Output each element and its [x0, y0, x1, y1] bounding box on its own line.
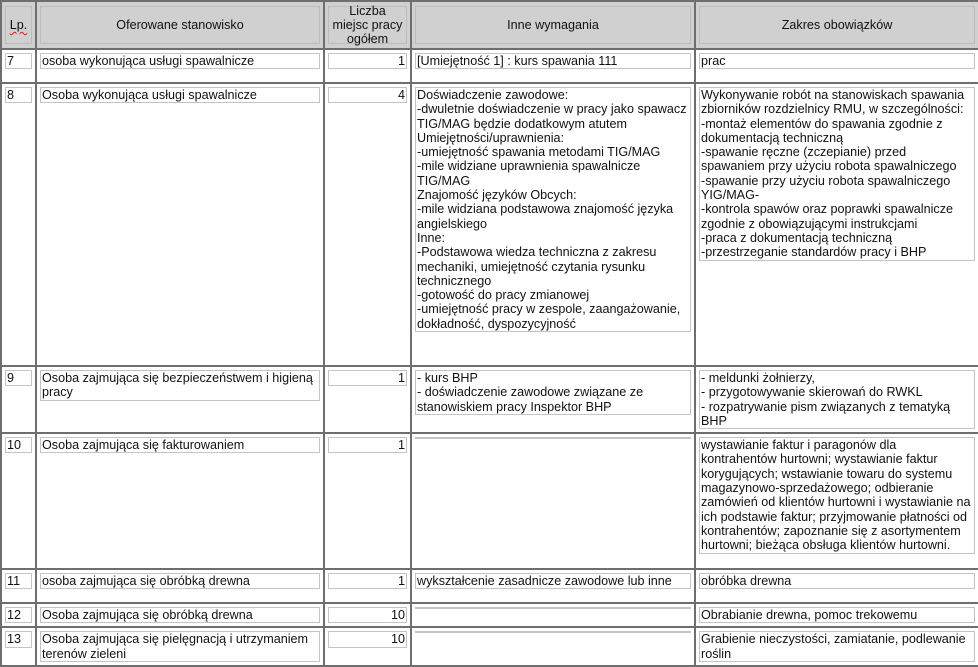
cell-requirements[interactable]: [410, 570, 694, 604]
duties-value: prac: [699, 53, 975, 69]
table-row: [0, 570, 978, 604]
lp-value: 7: [5, 53, 32, 69]
cell-position[interactable]: [35, 434, 323, 570]
header-requirements[interactable]: [410, 0, 694, 50]
lp-value: 10: [5, 437, 32, 453]
header-position[interactable]: [35, 0, 323, 50]
cell-lp[interactable]: [0, 50, 35, 84]
count-value: 10: [328, 631, 407, 647]
table-row: [0, 84, 978, 367]
header-lp[interactable]: [0, 0, 35, 50]
lp-value: 11: [5, 573, 32, 589]
header-requirements-label: Inne wymagania: [415, 6, 691, 44]
cell-requirements[interactable]: [410, 628, 694, 667]
header-count-label: Liczba miejsc pracy ogółem: [328, 6, 407, 44]
cell-count[interactable]: [323, 50, 410, 84]
cell-lp[interactable]: [0, 84, 35, 367]
position-value: Osoba zajmująca się obróbką drewna: [40, 607, 320, 623]
cell-requirements[interactable]: [410, 50, 694, 84]
cell-duties[interactable]: [694, 84, 978, 367]
cell-lp[interactable]: [0, 628, 35, 667]
header-duties-label: Zakres obowiązków: [699, 6, 975, 44]
cell-duties[interactable]: [694, 570, 978, 604]
cell-duties[interactable]: [694, 628, 978, 667]
cell-requirements[interactable]: [410, 434, 694, 570]
duties-value: - meldunki żołnierzy, - przygotowywanie skierowań do RWKL - rozpatrywanie pism związanych z tematyką BHP: [699, 370, 975, 429]
cell-count[interactable]: [323, 570, 410, 604]
count-value: 1: [328, 573, 407, 589]
lp-value: 12: [5, 607, 32, 623]
cell-duties[interactable]: [694, 367, 978, 434]
cell-position[interactable]: [35, 570, 323, 604]
header-count[interactable]: [323, 0, 410, 50]
count-value: 1: [328, 437, 407, 453]
cell-requirements[interactable]: [410, 367, 694, 434]
cell-count[interactable]: [323, 367, 410, 434]
cell-duties[interactable]: [694, 434, 978, 570]
header-duties[interactable]: [694, 0, 978, 50]
count-value: 4: [328, 87, 407, 103]
count-value: 10: [328, 607, 407, 623]
cell-duties[interactable]: [694, 604, 978, 628]
position-value: osoba zajmująca się obróbką drewna: [40, 573, 320, 589]
cell-count[interactable]: [323, 84, 410, 367]
position-value: Osoba zajmująca się pielęgnacją i utrzymaniem terenów zieleni: [40, 631, 320, 662]
cell-duties[interactable]: [694, 50, 978, 84]
cell-lp[interactable]: [0, 604, 35, 628]
table-row: [0, 50, 978, 84]
header-position-label: Oferowane stanowisko: [40, 6, 320, 44]
cell-position[interactable]: [35, 84, 323, 367]
cell-lp[interactable]: [0, 434, 35, 570]
requirements-value: [415, 631, 691, 633]
cell-lp[interactable]: [0, 570, 35, 604]
header-row: [0, 0, 978, 50]
requirements-value: Doświadczenie zawodowe: -dwuletnie doświadczenie w pracy jako spawacz TIG/MAG będzie dodatkowym atutem Umiejętności/uprawnienia: -umiejętność spawania metodami TIG/MAG -mile widziane uprawnienia spawalnicze TIG/MAG Znajomość języków Obcych: -mile widziana podstawowa znajomość języka angielskiego Inne: -Podstawowa wiedza techniczna z zakresu mechaniki, umiejętność czytania rysunku technicznego -gotowość do pracy zmianowej -umiejętność pracy w zespole, zaangażowanie, dokładność, dyspozycyjność: [415, 87, 691, 332]
requirements-value: [415, 437, 691, 439]
position-value: Osoba wykonująca usługi spawalnicze: [40, 87, 320, 103]
requirements-value: [415, 607, 691, 609]
requirements-value: wykształcenie zasadnicze zawodowe lub inne: [415, 573, 691, 589]
cell-count[interactable]: [323, 604, 410, 628]
cell-position[interactable]: [35, 367, 323, 434]
count-value: 1: [328, 370, 407, 386]
cell-count[interactable]: [323, 628, 410, 667]
count-value: 1: [328, 53, 407, 69]
cell-requirements[interactable]: [410, 84, 694, 367]
header-lp-label: Lp.: [9, 17, 28, 32]
duties-value: obróbka drewna: [699, 573, 975, 589]
duties-value: wystawianie faktur i paragonów dla kontrahentów hurtowni; wystawianie faktur korygujących; wstawianie towaru do systemu magazynowo-sprzedażowego; odbieranie zamówień od klientów hurtowni i wystawianie na ich podstawie faktur; przyjmowanie płatności od kontrahentów; zapoznanie się z asortymentem hurtowni; bieżąca obsługa klientów hurtowni.: [699, 437, 975, 553]
cell-count[interactable]: [323, 434, 410, 570]
lp-value: 9: [5, 370, 32, 386]
requirements-value: - kurs BHP - doświadczenie zawodowe związane ze stanowiskiem pracy Inspektor BHP: [415, 370, 691, 415]
table-row: [0, 434, 978, 570]
lp-value: 13: [5, 631, 32, 647]
duties-value: Wykonywanie robót na stanowiskach spawania zbiorników rozdzielnicy RMU, w szczególności: -montaż elementów do spawania zgodnie z dokumentacją techniczną -spawanie ręczne (zczepianie) przed spawaniem przy użyciu robota spawalniczego -spawanie przy użyciu robota spawalniczego YIG/MAG- -kontrola spawów oraz poprawki spawalnicze zgodnie z obowiązującymi instrukcjami -praca z dokumentacją techniczną -przestrzeganie standardów pracy i BHP: [699, 87, 975, 261]
position-value: osoba wykonująca usługi spawalnicze: [40, 53, 320, 69]
duties-value: Obrabianie drewna, pomoc trekowemu: [699, 607, 975, 623]
duties-value: Grabienie nieczystości, zamiatanie, podlewanie roślin: [699, 631, 975, 662]
cell-position[interactable]: [35, 50, 323, 84]
cell-position[interactable]: [35, 604, 323, 628]
cell-requirements[interactable]: [410, 604, 694, 628]
position-value: Osoba zajmująca się bezpieczeństwem i higieną pracy: [40, 370, 320, 401]
position-value: Osoba zajmująca się fakturowaniem: [40, 437, 320, 453]
lp-value: 8: [5, 87, 32, 103]
cell-position[interactable]: [35, 628, 323, 667]
table-row: [0, 628, 978, 667]
table-row: [0, 604, 978, 628]
cell-lp[interactable]: [0, 367, 35, 434]
requirements-value: [Umiejętność 1] : kurs spawania 111: [415, 53, 691, 69]
table-row: [0, 367, 978, 434]
